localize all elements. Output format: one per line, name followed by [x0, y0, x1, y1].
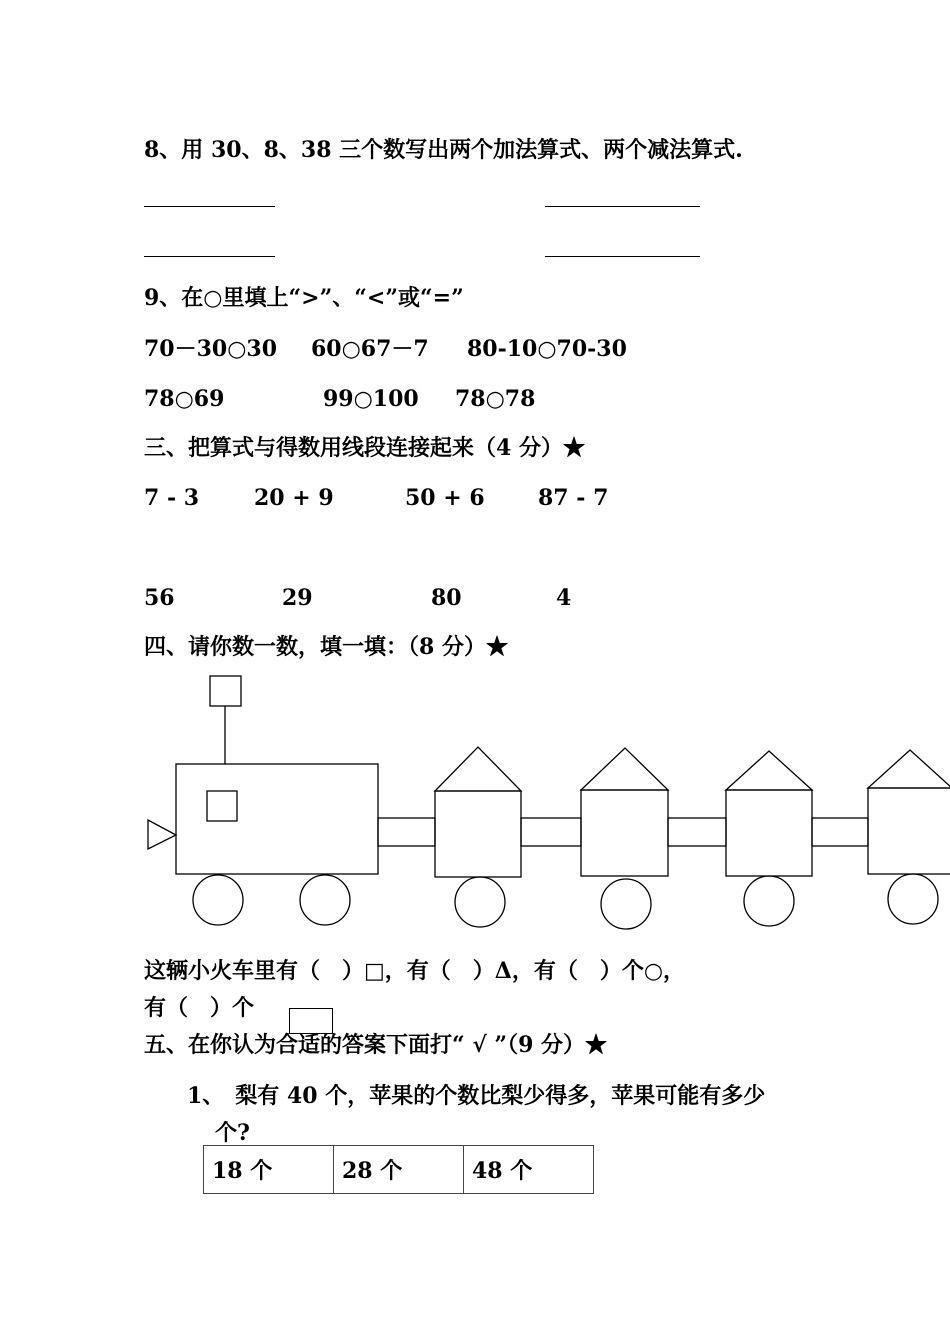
count-question-line2: 有（ ）个: [144, 995, 255, 1021]
car-roof-triangle: [435, 747, 521, 791]
answer-blank-4[interactable]: [545, 256, 700, 257]
q8-text: 8、用 30、8、38 三个数写出两个加法算式、两个减法算式.: [144, 137, 743, 163]
wheel: [193, 875, 243, 925]
q1-line1: 1、 梨有 40 个，苹果的个数比梨少得多，苹果可能有多少: [187, 1083, 766, 1109]
compare-item: 80-10○70-30: [467, 336, 627, 362]
answer-options-table: [203, 1145, 594, 1194]
engine-window: [207, 791, 237, 821]
coupler: [521, 818, 581, 846]
wheel: [888, 874, 938, 924]
q9-text: 9、在○里填上“>”、“<”或“=”: [144, 285, 464, 311]
compare-item: 99○100: [323, 386, 419, 412]
option-18[interactable]: 18 个: [204, 1146, 334, 1194]
compare-item: 78○69: [144, 386, 225, 412]
expression-item: 7 - 3: [144, 485, 200, 511]
coupler: [668, 818, 726, 846]
compare-item: 70－30○30: [144, 336, 278, 362]
result-item: 56: [144, 585, 175, 611]
car-roof-triangle: [868, 750, 950, 788]
answer-blank-1[interactable]: [144, 206, 275, 207]
car-body: [868, 788, 950, 874]
expression-item: 20 + 9: [254, 485, 334, 511]
section4-title: 四、请你数一数，填一填：（8 分）★: [144, 634, 508, 660]
coupler: [378, 818, 435, 846]
engine-body: [176, 764, 378, 874]
option-48[interactable]: 48 个: [464, 1146, 594, 1194]
compare-item: 78○78: [455, 386, 536, 412]
chimney-square: [210, 676, 241, 706]
train-figure: [0, 670, 950, 935]
rectangle-shape-symbol: [289, 1008, 333, 1034]
section5-title: 五、在你认为合适的答案下面打“ √ ”（9 分）★: [144, 1032, 608, 1058]
count-question-line1: 这辆小火车里有（ ）□，有（ ）Δ，有（ ）个○，: [144, 958, 686, 984]
wheel: [300, 875, 350, 925]
coupler: [812, 818, 868, 846]
engine-nose-triangle: [148, 820, 176, 849]
car-body: [726, 790, 812, 876]
car-body: [435, 791, 521, 877]
answer-blank-3[interactable]: [144, 256, 275, 257]
option-28[interactable]: 28 个: [334, 1146, 464, 1194]
result-item: 4: [556, 585, 572, 611]
section3-title: 三、把算式与得数用线段连接起来（4 分）★: [144, 435, 585, 461]
wheel: [455, 877, 505, 927]
car-roof-triangle: [581, 748, 668, 790]
wheel: [601, 879, 651, 929]
result-item: 29: [282, 585, 313, 611]
compare-item: 60○67－7: [311, 336, 429, 362]
wheel: [744, 876, 794, 926]
expression-item: 50 + 6: [405, 485, 485, 511]
q1-line2: 个?: [215, 1120, 250, 1146]
car-body: [581, 790, 668, 876]
answer-blank-2[interactable]: [545, 206, 700, 207]
result-item: 80: [431, 585, 462, 611]
car-roof-triangle: [726, 751, 812, 790]
expression-item: 87 - 7: [538, 485, 609, 511]
